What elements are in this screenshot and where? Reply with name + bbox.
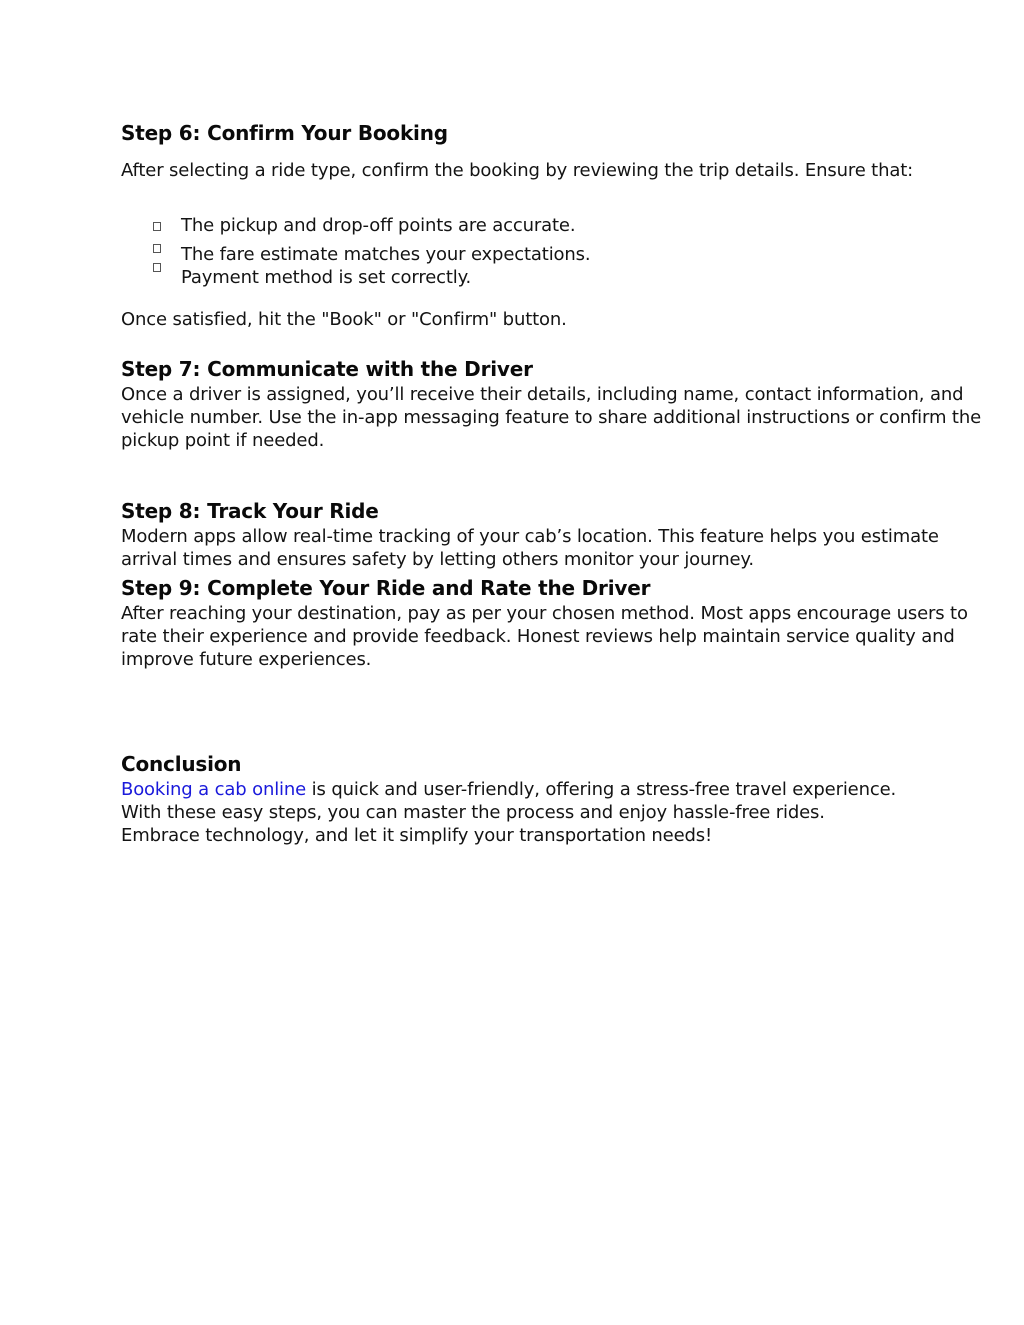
step6-outro: Once satisfied, hit the "Book" or "Confirm" button. [121,309,567,330]
conclusion-line-2: With these easy steps, you can master the process and enjoy hassle-free rides. [121,802,825,823]
step8-heading: Step 8: Track Your Ride [121,499,379,523]
checklist-item-text: The pickup and drop-off points are accurate. [181,215,576,236]
step8-line: Modern apps allow real-time tracking of your cab’s location. This feature helps you estimate [121,526,939,547]
step7-line: Once a driver is assigned, you’ll receive their details, including name, contact information, and [121,384,964,405]
checklist-item [153,266,853,289]
checkbox-icon [153,263,161,272]
step7-line: vehicle number. Use the in-app messaging feature to share additional instructions or confirm the [121,407,981,428]
step9-body [121,602,981,671]
step9-line: improve future experiences. [121,649,372,670]
checkbox-icon [153,222,161,231]
checklist-item [153,214,853,237]
step8-body [121,525,981,571]
conclusion-body [121,778,981,847]
step9-line: After reaching your destination, pay as per your chosen method. Most apps encourage users to [121,603,968,624]
step6-intro: After selecting a ride type, confirm the booking by reviewing the trip details. Ensure that: [121,160,914,181]
conclusion-line-3: Embrace technology, and let it simplify your transportation needs! [121,825,713,846]
step6-heading: Step 6: Confirm Your Booking [121,121,448,145]
checklist-item [153,243,853,266]
conclusion-line-1-rest: is quick and user-friendly, offering a stress-free travel experience. [306,779,897,800]
checkbox-icon [153,244,161,253]
step9-heading: Step 9: Complete Your Ride and Rate the Driver [121,576,651,600]
step9-line: rate their experience and provide feedback. Honest reviews help maintain service quality and [121,626,955,647]
step7-line: pickup point if needed. [121,430,325,451]
step7-body [121,383,981,452]
booking-link[interactable]: Booking a cab online [121,779,307,800]
conclusion-line-1 [121,778,981,801]
conclusion-heading: Conclusion [121,752,242,776]
step8-line: arrival times and ensures safety by letting others monitor your journey. [121,549,754,570]
step7-heading: Step 7: Communicate with the Driver [121,357,533,381]
checklist-item-text: The fare estimate matches your expectations. [181,244,591,265]
checklist-item-text: Payment method is set correctly. [181,267,472,288]
